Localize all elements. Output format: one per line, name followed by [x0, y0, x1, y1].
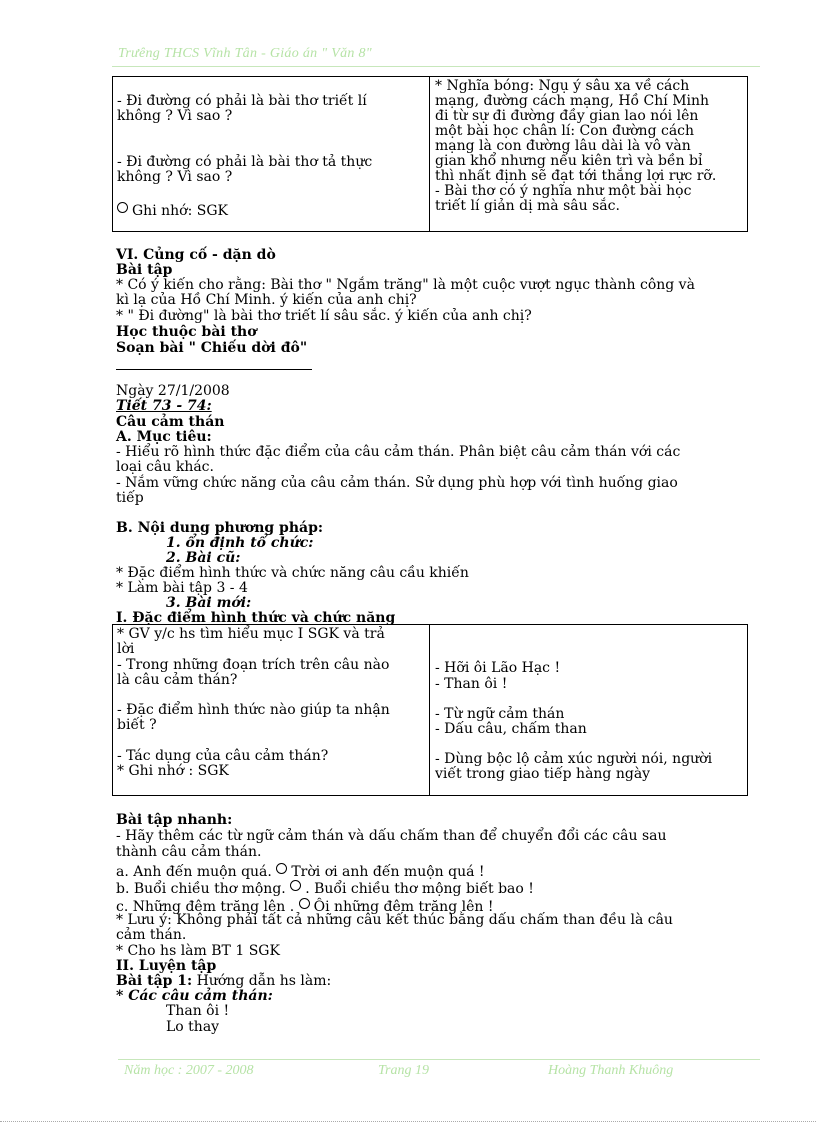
page-bottom-border — [0, 1121, 816, 1122]
t2-left-line: * GV y/c hs tìm hiểu mục I SGK và trả — [117, 626, 385, 642]
lesson-line: tiếp — [116, 490, 144, 506]
example-b-converted: . Buổi chiều thơ mộng biết bao ! — [305, 881, 534, 897]
footer-page-number: Trang 19 — [378, 1063, 429, 1078]
header-rule — [112, 66, 760, 67]
circle-bullet-icon — [290, 880, 301, 891]
exercise-line: thành câu cảm thán. — [116, 844, 262, 860]
section-separator — [116, 369, 312, 370]
lesson-title: Câu cảm thán — [116, 414, 225, 430]
t2-right-line: - Hỡi ôi Lão Hạc ! — [435, 660, 561, 676]
exercise-title: Bài tập nhanh: — [116, 812, 233, 828]
t2-left-line: - Trong những đoạn trích trên câu nào — [117, 657, 390, 673]
example-b-original: b. Buổi chiều thơ mộng. — [116, 881, 286, 897]
exercise-1-label: Bài tập 1: — [116, 973, 193, 989]
t1-right-line: đi từ sự đi đường đầy gian lao nói lên — [435, 108, 699, 124]
lesson-i-heading: I. Đặc điểm hình thức và chức năng — [116, 610, 396, 626]
t2-right-line: - Từ ngữ cảm thán — [435, 706, 565, 722]
t2-left-line: - Đặc điểm hình thức nào giúp ta nhận — [117, 702, 390, 718]
t2-left-line: biết ? — [117, 717, 157, 733]
t1-left-line: - Đi đường có phải là bài thơ triết lí — [117, 93, 367, 109]
lesson-line: loại câu khác. — [116, 459, 214, 475]
example-a-original: a. Anh đến muộn quá. — [116, 864, 272, 880]
footer-school-year: Năm học : 2007 - 2008 — [124, 1063, 254, 1078]
section-6-line: kì lạ của Hồ Chí Minh. ý kiến của anh chị? — [116, 292, 417, 308]
t2-left-line: là câu cảm thán? — [117, 672, 238, 688]
section-6-line: * Có ý kiến cho rằng: Bài thơ " Ngắm trăng" là một cuộc vượt ngục thành công và — [116, 277, 695, 293]
t1-right-line: triết lí giản dị mà sâu sắc. — [435, 198, 620, 214]
exercise-line: * Lưu ý: Không phải tất cả những câu kết thúc bằng dấu chấm than đều là câu — [116, 912, 673, 928]
circle-bullet-icon — [299, 898, 310, 909]
page-header: Trưêng THCS Vĩnh Tân - Giáo án " Văn 8" — [118, 46, 372, 61]
footer-rule — [118, 1059, 760, 1060]
exercise-example-b — [116, 880, 534, 897]
t1-left-line: không ? Vì sao ? — [117, 169, 233, 185]
t2-left-line: - Tác dụng của câu cảm thán? — [117, 748, 329, 764]
t1-note-text: Ghi nhớ: SGK — [132, 203, 228, 219]
practice-heading: II. Luyện tập — [116, 958, 217, 974]
footer-author: Hoàng Thanh Khuông — [548, 1063, 674, 1078]
t2-left-line: lời — [117, 641, 135, 657]
t1-right-line: * Nghĩa bóng: Ngụ ý sâu xa về cách — [435, 78, 690, 94]
t1-right-line: gian khổ nhưng nếu kiên trì và bền bỉ — [435, 153, 703, 169]
lesson-line: * Làm bài tập 3 - 4 — [116, 580, 248, 596]
exercise-example-a — [116, 863, 485, 880]
t2-right-line: - Than ôi ! — [435, 676, 508, 692]
exercise-line: * Cho hs làm BT 1 SGK — [116, 943, 280, 959]
exercise-line: Lo thay — [166, 1019, 220, 1035]
exercise-1-text: Hướng dẫn hs làm: — [192, 973, 332, 989]
lesson-line: - Nắm vững chức năng của câu cảm thán. Sử dụng phù hợp với tình huống giao — [116, 475, 678, 491]
t1-right-line: mạng, đường cách mạng, Hồ Chí Minh — [435, 93, 710, 109]
t1-right-line: - Bài thơ có ý nghĩa như một bài học — [435, 183, 692, 199]
lesson-date: Ngày 27/1/2008 — [116, 383, 230, 399]
t2-left-line: * Ghi nhớ : SGK — [117, 763, 229, 779]
section-6-line: * " Đi đường" là bài thơ triết lí sâu sắc. ý kiến của anh chị? — [116, 308, 532, 324]
t1-left-line: không ? Vì sao ? — [117, 108, 233, 124]
lesson-b-heading: B. Nội dung phương pháp: — [116, 520, 324, 536]
t1-right-line: một bài học chân lí: Con đường cách — [435, 123, 695, 139]
t2-right-line: - Dấu câu, chấm than — [435, 721, 587, 737]
table-2-divider — [429, 625, 430, 795]
example-a-converted: Trời ơi anh đến muộn quá ! — [291, 864, 485, 880]
section-6-title: VI. Củng cố - dặn dò — [116, 247, 276, 263]
t1-left-line: - Đi đường có phải là bài thơ tả thực — [117, 154, 373, 170]
exercise-line: Than ôi ! — [166, 1003, 230, 1019]
section-6-line: Soạn bài " Chiếu dời đô" — [116, 340, 308, 356]
lesson-tiet: Tiết 73 - 74: — [116, 398, 212, 414]
exercise-1-line — [116, 974, 331, 989]
lesson-line: - Hiểu rõ hình thức đặc điểm của câu cảm thán. Phân biệt câu cảm thán với các — [116, 444, 681, 460]
exclamations-heading: * Các câu cảm thán: — [116, 988, 273, 1004]
lesson-b2: 2. Bài cũ: — [166, 550, 241, 566]
table-1 — [112, 76, 748, 232]
table-2 — [112, 624, 748, 796]
t1-right-line: mạng là con đường lâu dài là vô vàn — [435, 138, 691, 154]
table-1-divider — [429, 77, 430, 231]
section-6-line: Học thuộc bài thơ — [116, 324, 257, 340]
t2-right-line: viết trong giao tiếp hàng ngày — [435, 766, 651, 782]
lesson-b5: 3. Bài mới: — [166, 595, 252, 611]
circle-bullet-icon — [276, 863, 287, 874]
exercise-line: cảm thán. — [116, 927, 187, 943]
lesson-b1: 1. ổn định tổ chức: — [166, 535, 314, 551]
t1-note — [117, 202, 228, 219]
lesson-line: * Đặc điểm hình thức và chức năng câu cầu khiến — [116, 565, 469, 581]
circle-bullet-icon — [117, 202, 128, 213]
t1-right-line: thì nhất định sẽ đạt tới thắng lợi rực rỡ. — [435, 168, 717, 184]
section-6-baitap: Bài tập — [116, 262, 173, 278]
lesson-a-heading: A. Mục tiêu: — [116, 429, 212, 445]
example-c-original: c. Những đêm trăng lên . — [116, 899, 295, 915]
t2-right-line: - Dùng bộc lộ cảm xúc người nói, người — [435, 751, 713, 767]
exercise-line: - Hãy thêm các từ ngữ cảm thán và dấu chấm than để chuyển đổi các câu sau — [116, 828, 667, 844]
example-c-converted: Ôi những đêm trăng lên ! — [313, 899, 494, 915]
